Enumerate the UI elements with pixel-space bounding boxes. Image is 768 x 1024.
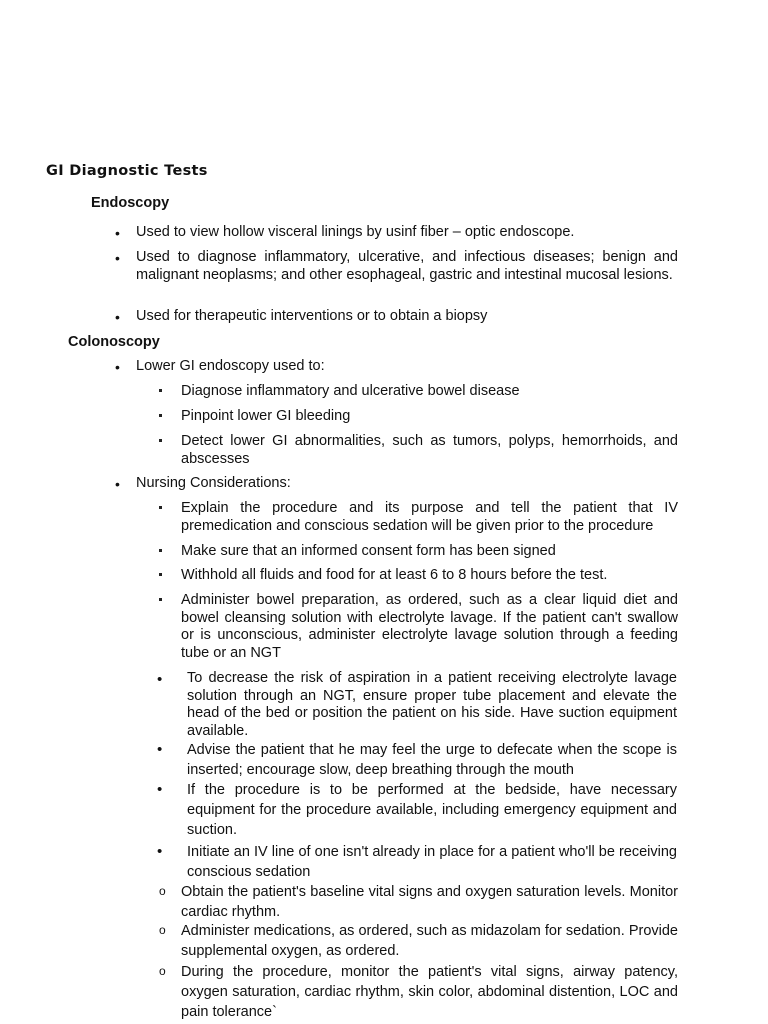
square-bullet-icon [159,549,162,552]
square-bullet-icon [159,389,162,392]
bullet-icon: • [157,781,163,798]
bullet-icon: • [157,671,163,688]
page-title: GI Diagnostic Tests [46,163,208,179]
square-bullet-icon [159,439,162,442]
square-bullet-icon [159,598,162,601]
list-item: Initiate an IV line of one isn't already in place for a patient who'll be receiving conscious sedation [187,844,677,880]
list-item: Advise the patient that he may feel the urge to defecate when the scope is inserted; encourage slow, deep breathing through the mouth [187,742,677,778]
bullet-icon: • [115,359,120,375]
bullet-icon: • [115,225,120,241]
list-item: Explain the procedure and its purpose and tell the patient that IV premedication and conscious sedation will be given prior to the procedure [181,500,678,534]
square-bullet-icon [159,506,162,509]
list-item: Used to view hollow visceral linings by usinf fiber – optic endoscope. [136,224,575,240]
bullet-icon: • [115,476,120,492]
bullet-icon: • [115,250,120,266]
list-item: Administer medications, as ordered, such as midazolam for sedation. Provide supplemental oxygen, as ordered. [181,923,678,959]
list-item: Pinpoint lower GI bleeding [181,408,351,424]
list-item: Withhold all fluids and food for at least 6 to 8 hours before the test. [181,567,608,583]
list-item: Obtain the patient's baseline vital signs and oxygen saturation levels. Monitor cardiac rhythm. [181,884,678,920]
list-item: Used for therapeutic interventions or to obtain a biopsy [136,308,488,324]
bullet-icon: • [157,843,163,860]
list-item: Used to diagnose inflammatory, ulcerative, and infectious diseases; benign and malignant neoplasms; and other esophageal, gastric and intestinal mucosal lesions. [136,249,678,283]
circle-bullet-icon: o [159,964,166,978]
list-item: If the procedure is to be performed at the bedside, have necessary equipment for the procedure available, including emergency equipment and suction. [187,782,677,838]
square-bullet-icon [159,414,162,417]
list-item: Nursing Considerations: [136,475,291,491]
bullet-icon: • [157,741,163,758]
section-heading-colonoscopy: Colonoscopy [68,334,160,350]
list-item: Make sure that an informed consent form has been signed [181,543,556,559]
circle-bullet-icon: o [159,884,166,898]
list-item: Lower GI endoscopy used to: [136,358,325,374]
list-item: Diagnose inflammatory and ulcerative bowel disease [181,383,520,399]
circle-bullet-icon: o [159,923,166,937]
list-item: Administer bowel preparation, as ordered, such as a clear liquid diet and bowel cleansing solution with electrolyte lavage. If the patient can't swallow or is unconscious, administer electrolyte lavage solution through a feeding tube or an NGT [181,592,678,661]
bullet-icon: • [115,309,120,325]
list-item: During the procedure, monitor the patient's vital signs, airway patency, oxygen saturation, cardiac rhythm, skin color, abdominal distention, LOC and pain tolerance` [181,964,678,1020]
section-heading-endoscopy: Endoscopy [91,195,170,211]
square-bullet-icon [159,573,162,576]
list-item: Detect lower GI abnormalities, such as tumors, polyps, hemorrhoids, and abscesses [181,433,678,467]
list-item: To decrease the risk of aspiration in a patient receiving electrolyte lavage solution through an NGT, ensure proper tube placement and elevate the head of the bed or position the patient on his side. Have suction equipment available. [187,670,677,739]
